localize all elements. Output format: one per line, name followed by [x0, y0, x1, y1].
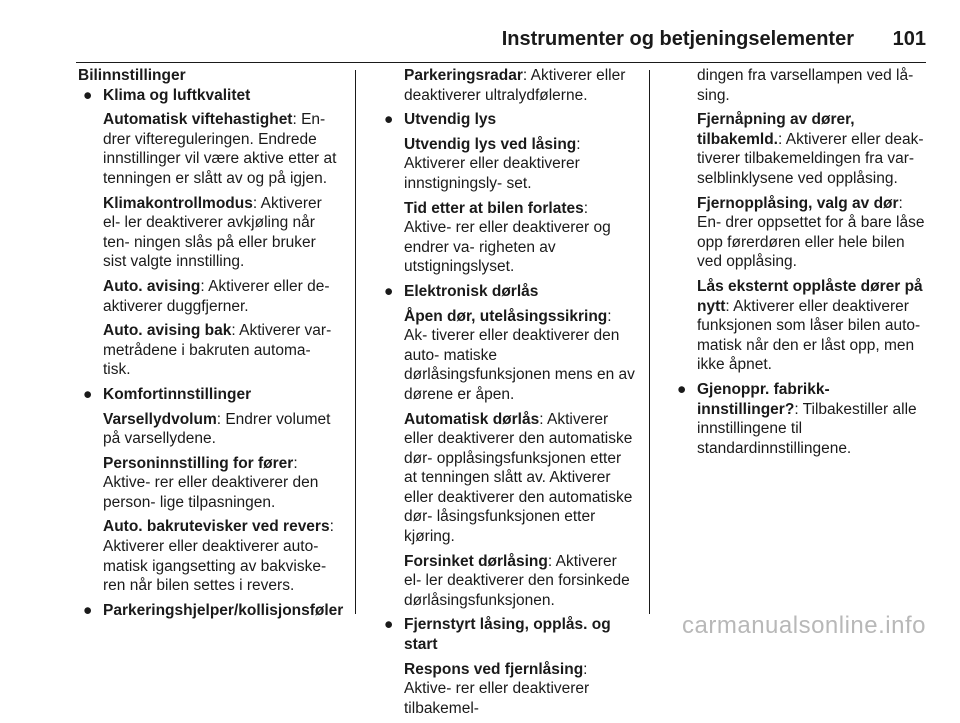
- setting-description: Varsellydvolum: Endrer volumet på varsellydene.: [103, 410, 331, 448]
- setting-description: Automatisk viftehastighet: En- drer viftereguleringen. Endrede innstillinger vil være aktive etter at tenningen er slått av og på igjen.: [103, 111, 337, 187]
- bullet-icon: ●: [384, 111, 394, 129]
- column-1: [78, 66, 344, 625]
- setting-description: Fjernåpning av dører, tilbakemld.: Aktiverer eller deak- tiverer tilbakemeldingen fra var- selblinklysene ved opplåsing.: [697, 111, 924, 187]
- setting-description: Lås eksternt opplåste dører på nytt: Aktiverer eller deaktiverer funksjonen som låser bilen auto- matisk når den er låst opp, men ikke åpnet.: [697, 277, 923, 374]
- column-3: [672, 66, 930, 463]
- continued-text: dingen fra varsellampen ved lå- sing.: [697, 67, 914, 104]
- setting-term: Forsinket dørlåsing: [404, 552, 548, 570]
- setting-term: Parkeringsradar: [404, 67, 523, 84]
- setting-description: Automatisk dørlås: Aktiverer eller deaktiverer den automatiske dør- opplåsingsfunksjonen etter at tenningen slått av. Aktiverer eller deaktiverer den automatiske dør- låsingsfunksjonen etter kjøring.: [404, 410, 633, 546]
- setting-description: Åpen dør, utelåsingssikring: Ak- tiverer eller deaktiverer den auto- matiske dørlåsingsfunksjonen mens en av dørene er åpen.: [404, 307, 635, 403]
- list-item: ● Gjenoppr. fabrikk-innstillinger?: Tilbakestiller alle innstillingene til standardinnstillingene.: [677, 380, 917, 457]
- column-divider: [355, 70, 356, 614]
- setting-term: Åpen dør, utelåsingssikring: [404, 307, 608, 325]
- setting-term: Klimakontrollmodus: [103, 194, 253, 212]
- page-header: [76, 26, 926, 63]
- item-title: Utvendig lys: [404, 111, 497, 129]
- chapter-title: Instrumenter og betjeningselementer: [501, 28, 854, 50]
- setting-description: Parkeringsradar: Aktiverer eller deaktiverer ultralydfølerne.: [404, 67, 626, 104]
- setting-description: Auto. avising: Aktiverer eller de- aktiverer duggfjerner.: [103, 277, 330, 315]
- setting-term: Lås eksternt opplåste dører på nytt: [697, 277, 923, 315]
- bullet-icon: ●: [677, 380, 687, 398]
- item-title: Komfortinnstillinger: [103, 385, 252, 403]
- setting-description: Forsinket dørlåsing: Aktiverer el- ler deaktiverer den forsinkede dørlåsingsfunksjonen.: [404, 552, 630, 609]
- list-item: [379, 615, 635, 718]
- setting-term: Auto. avising: [103, 277, 201, 295]
- setting-description: Utvendig lys ved låsing: Aktiverer eller deaktiverer innstigningsly- set.: [404, 135, 581, 192]
- bullet-icon: ●: [384, 282, 394, 300]
- bullet-icon: ●: [83, 86, 93, 104]
- list-item: [78, 385, 340, 596]
- setting-term: Automatisk viftehastighet: [103, 111, 293, 129]
- setting-description: Fjernopplåsing, valg av dør: En- drer oppsettet for å bare låse opp førerdøren eller hele bilen ved opplåsing.: [697, 194, 925, 271]
- setting-term: Varsellydvolum: [103, 410, 217, 428]
- page-number: 101: [892, 28, 926, 50]
- setting-description: Auto. bakrutevisker ved revers: Aktiverer eller deaktiverer auto- matisk igangsetting av bakviske- ren når bilen settes i revers.: [103, 518, 334, 595]
- list-item: [379, 110, 635, 277]
- setting-term: Respons ved fjernlåsing: [404, 660, 584, 678]
- section-title: Bilinnstillinger: [78, 67, 186, 84]
- setting-term: Fjernopplåsing, valg av dør: [697, 194, 899, 212]
- item-title: Parkeringshjelper/kollisjonsføler: [103, 601, 344, 619]
- setting-term: Tid etter at bilen forlates: [404, 199, 584, 217]
- item-title: Elektronisk dørlås: [404, 282, 539, 300]
- column-divider: [649, 70, 650, 614]
- list-item: [78, 86, 340, 380]
- list-item: [78, 601, 344, 621]
- item-title: Gjenoppr. fabrikk-innstillinger?: [697, 380, 830, 418]
- bullet-icon: ●: [83, 385, 93, 403]
- setting-description: Auto. avising bak: Aktiverer var- metrådene i bakruten automa- tisk.: [103, 322, 332, 379]
- setting-term: Auto. bakrutevisker ved revers: [103, 518, 330, 536]
- setting-term: Personinnstilling for fører: [103, 454, 294, 472]
- setting-description: Respons ved fjernlåsing: Aktive- rer eller deaktiverer tilbakemel-: [404, 660, 590, 717]
- setting-description: Klimakontrollmodus: Aktiverer el- ler deaktiverer avkjøling når ten- ningen slås på eller bruker sist valgte innstilling.: [103, 194, 322, 271]
- setting-term: Utvendig lys ved låsing: [404, 135, 577, 153]
- setting-description: Tid etter at bilen forlates: Aktive- rer eller deaktiverer og endrer va- righeten av utstigningslyset.: [404, 199, 611, 276]
- watermark: carmanualsonline.info: [682, 612, 926, 639]
- setting-term: Fjernåpning av dører, tilbakemld.: [697, 111, 855, 148]
- item-title: Klima og luftkvalitet: [103, 86, 251, 104]
- column-2: [379, 66, 635, 723]
- item-title: Fjernstyrt låsing, opplås. og start: [404, 616, 611, 654]
- bullet-icon: ●: [83, 601, 93, 619]
- bullet-icon: ●: [384, 616, 394, 634]
- setting-term: Automatisk dørlås: [404, 410, 540, 428]
- setting-description: Personinnstilling for fører: Aktive- rer eller deaktiverer den person- lige tilpasningen.: [103, 454, 319, 511]
- setting-term: Auto. avising bak: [103, 322, 232, 340]
- list-item: [379, 282, 635, 611]
